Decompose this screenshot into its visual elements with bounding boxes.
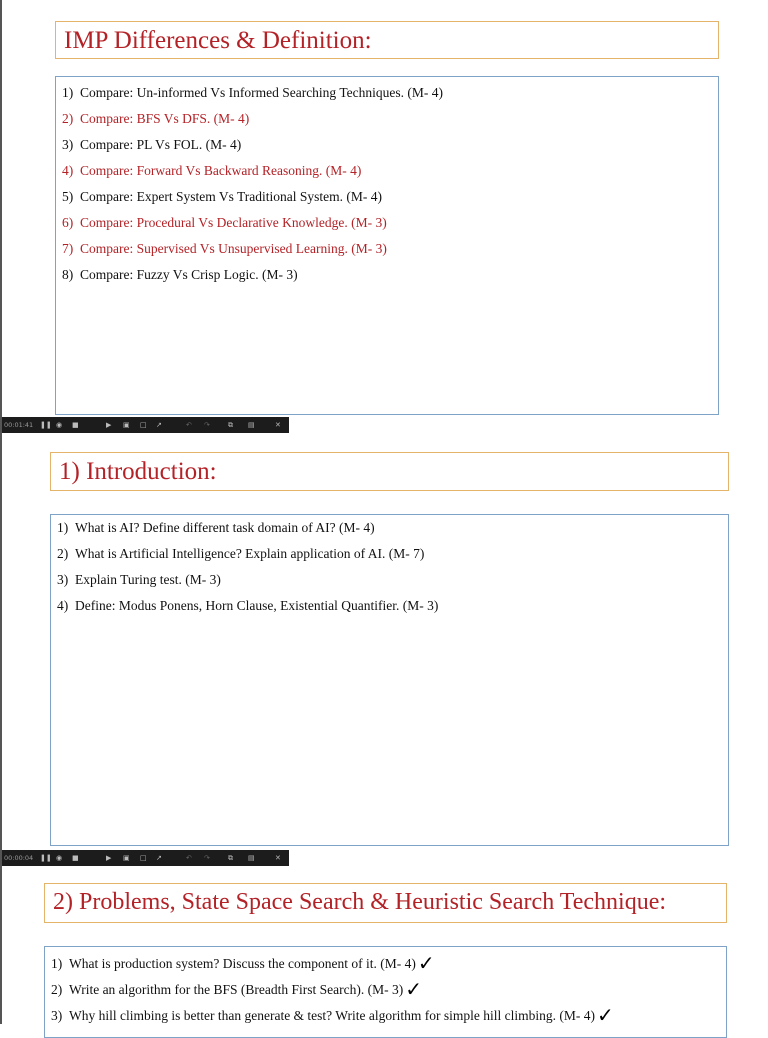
list-item: 1) What is production system? Discuss the component of it. (M- 4) ✓: [51, 951, 435, 975]
screen-recorder-toolbar[interactable]: [2, 417, 289, 433]
close-icon[interactable]: ✕: [275, 421, 281, 429]
intro-heading-box: [50, 452, 729, 491]
pause-icon[interactable]: ❚❚: [40, 421, 52, 429]
undo-icon[interactable]: ↶: [186, 421, 192, 429]
list-item: 5) Compare: Expert System Vs Traditional System. (M- 4): [62, 189, 382, 204]
list-item: 4) Define: Modus Ponens, Horn Clause, Existential Quantifier. (M- 3): [57, 598, 439, 613]
list-item: 7) Compare: Supervised Vs Unsupervised Learning. (M- 3): [62, 241, 387, 256]
list-item: 1) What is AI? Define different task domain of AI? (M- 4): [57, 520, 375, 535]
pointer-icon[interactable]: ▶: [106, 421, 112, 429]
imp-heading-box: [55, 21, 719, 59]
rectangle-tool-icon[interactable]: □: [140, 421, 147, 429]
list-item: 4) Compare: Forward Vs Backward Reasoning. (M- 4): [62, 163, 362, 178]
text-tool-icon[interactable]: ▣: [123, 421, 130, 429]
redo-icon[interactable]: ↷: [204, 421, 210, 429]
check-mark-icon: ✓: [596, 1003, 614, 1027]
recording-timer: 00:01:41: [4, 421, 34, 429]
pause-icon[interactable]: ❚❚: [40, 854, 52, 862]
imp-list-box: [55, 76, 719, 415]
arrow-tool-icon[interactable]: ↗: [156, 854, 162, 862]
list-item: 2) What is Artificial Intelligence? Explain application of AI. (M- 7): [57, 546, 425, 561]
rectangle-tool-icon[interactable]: □: [140, 854, 147, 862]
list-item: 2) Compare: BFS Vs DFS. (M- 4): [62, 111, 250, 126]
redo-icon[interactable]: ↷: [204, 854, 210, 862]
text-tool-icon[interactable]: ▣: [123, 854, 130, 862]
recording-timer: 00:00:04: [4, 854, 34, 862]
intro-heading-title: 1) Introduction:: [59, 458, 217, 485]
save-icon[interactable]: ▤: [248, 854, 255, 862]
screen-recorder-toolbar[interactable]: [2, 850, 289, 866]
check-mark-icon: ✓: [405, 977, 423, 1001]
copy-icon[interactable]: ⧉: [228, 421, 233, 429]
list-item: 3) Explain Turing test. (M- 3): [57, 572, 221, 587]
pointer-icon[interactable]: ▶: [106, 854, 112, 862]
page-left-edge: [0, 0, 2, 1024]
record-icon[interactable]: ◉: [56, 854, 63, 862]
copy-icon[interactable]: ⧉: [228, 854, 233, 862]
list-item: 1) Compare: Un-informed Vs Informed Searching Techniques. (M- 4): [62, 85, 443, 100]
check-mark-icon: ✓: [417, 951, 435, 975]
undo-icon[interactable]: ↶: [186, 854, 192, 862]
list-item: 8) Compare: Fuzzy Vs Crisp Logic. (M- 3): [62, 267, 298, 282]
save-icon[interactable]: ▤: [248, 421, 255, 429]
list-item: 3) Why hill climbing is better than generate & test? Write algorithm for simple hill climbing. (M- 4) ✓: [51, 1003, 614, 1027]
imp-heading-title: IMP Differences & Definition:: [64, 27, 372, 54]
problems-heading-title: 2) Problems, State Space Search & Heuristic Search Technique:: [53, 889, 667, 915]
list-item: 6) Compare: Procedural Vs Declarative Knowledge. (M- 3): [62, 215, 387, 230]
problems-heading-box: [44, 883, 727, 923]
close-icon[interactable]: ✕: [275, 854, 281, 862]
stop-icon[interactable]: ■: [72, 854, 79, 862]
list-item: 3) Compare: PL Vs FOL. (M- 4): [62, 137, 242, 152]
record-icon[interactable]: ◉: [56, 421, 63, 429]
arrow-tool-icon[interactable]: ↗: [156, 421, 162, 429]
stop-icon[interactable]: ■: [72, 421, 79, 429]
list-item: 2) Write an algorithm for the BFS (Breadth First Search). (M- 3) ✓: [51, 977, 423, 1001]
intro-list-box: [50, 514, 729, 846]
problems-list-box: [44, 946, 727, 1038]
